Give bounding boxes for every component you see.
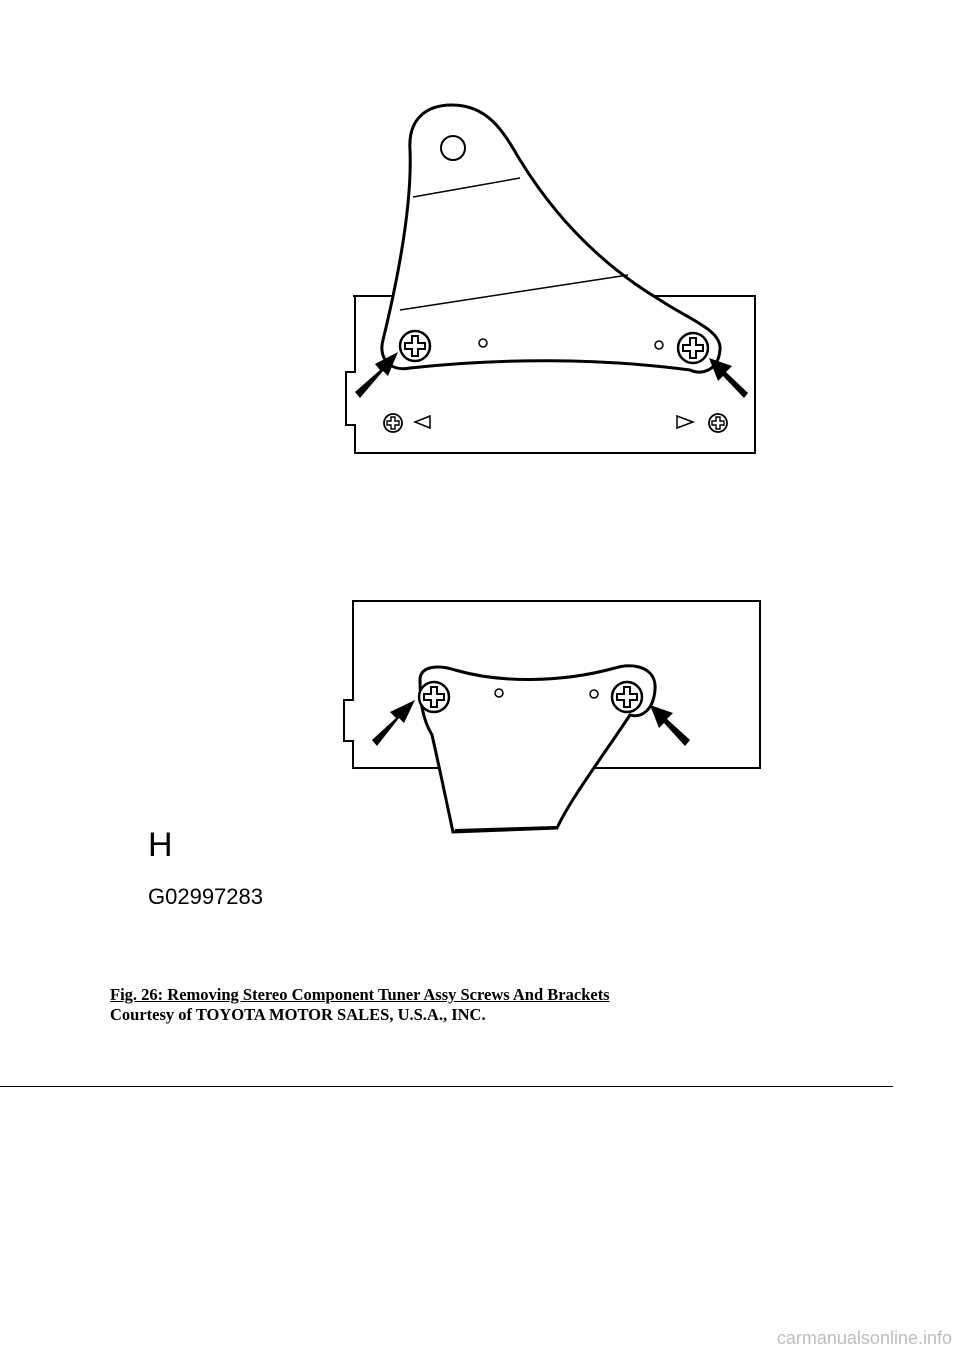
lower-small-hole-2 (590, 690, 598, 698)
right-triangle-mark (677, 416, 693, 428)
left-triangle-mark (415, 416, 430, 428)
arrow-right-upper-icon (709, 358, 748, 398)
caption-credit: Courtesy of TOYOTA MOTOR SALES, U.S.A., INC. (110, 1005, 486, 1024)
caption-title[interactable]: Fig. 26: Removing Stereo Component Tuner Assy Screws And Brackets (110, 985, 610, 1004)
body-screw-right (709, 414, 727, 432)
lower-view (344, 601, 760, 832)
watermark: carmanualsonline.info (776, 1328, 952, 1348)
bracket-screw-left-upper (400, 331, 430, 361)
bracket-small-hole-2 (655, 341, 663, 349)
drawing-code: G02997283 (148, 884, 263, 909)
lower-small-hole-1 (495, 689, 503, 697)
figure-caption (110, 985, 870, 1025)
body-screw-left (384, 414, 402, 432)
upper-view (346, 105, 755, 453)
triangular-bracket (382, 105, 720, 372)
bracket-screw-left-lower (419, 682, 449, 712)
arrow-right-lower-icon (650, 705, 690, 746)
arrow-left-lower-icon (372, 700, 415, 746)
view-label: H (148, 826, 173, 864)
bracket-mount-hole (441, 136, 465, 160)
arrow-left-upper-icon (355, 352, 398, 398)
bracket-small-hole-1 (479, 339, 487, 347)
bracket-screw-right-lower (612, 682, 642, 712)
bracket-screw-right-upper (678, 333, 708, 363)
page-divider (0, 1086, 893, 1087)
